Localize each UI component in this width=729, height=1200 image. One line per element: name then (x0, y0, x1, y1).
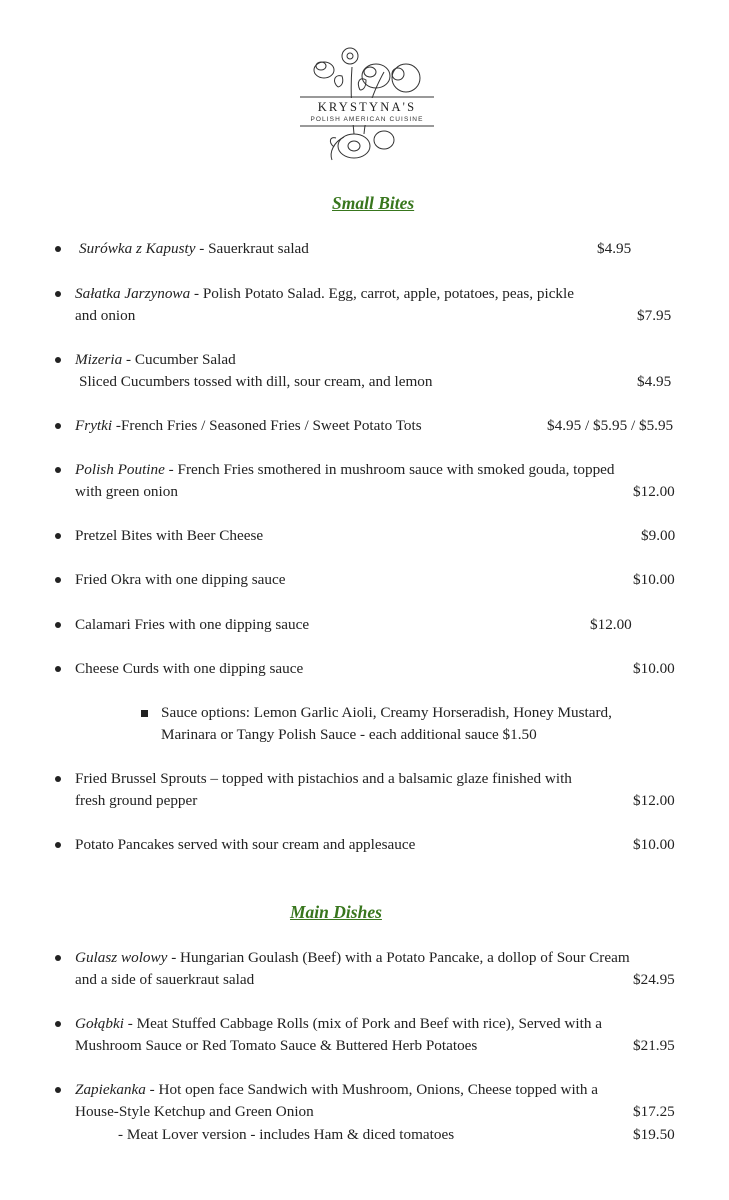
menu-item-price: $4.95 (597, 240, 632, 257)
menu-item-description: and onion (75, 307, 136, 324)
bullet-icon (55, 577, 61, 583)
bullet-icon (55, 291, 61, 297)
menu-item-price: $12.00 (633, 792, 675, 809)
bullet-icon (55, 776, 61, 782)
restaurant-logo (294, 42, 440, 164)
sauce-options-note: Sauce options: Lemon Garlic Aioli, Creamy Horseradish, Honey Mustard, (161, 704, 612, 721)
menu-item-price: $12.00 (633, 483, 675, 500)
menu-item-name: Potato Pancakes served with sour cream and applesauce (75, 836, 416, 853)
section-heading-main-dishes: Main Dishes (290, 902, 382, 922)
menu-item-name: Zapiekanka - Hot open face Sandwich with Mushroom, Onions, Cheese topped with a (75, 1081, 599, 1098)
menu-item-description: Sliced Cucumbers tossed with dill, sour cream, and lemon (79, 373, 433, 390)
bullet-icon (55, 1087, 61, 1093)
menu-item-name: Gołąbki - Meat Stuffed Cabbage Rolls (mix of Pork and Beef with rice), Served with a (75, 1015, 602, 1032)
bullet-icon (55, 842, 61, 848)
menu-item-name: Pretzel Bites with Beer Cheese (75, 527, 264, 544)
menu-item-name: Gulasz wolowy - Hungarian Goulash (Beef) with a Potato Pancake, a dollop of Sour Cream (75, 949, 630, 966)
bullet-icon (55, 666, 61, 672)
bullet-icon (55, 467, 61, 473)
menu-item-price: $4.95 (637, 373, 672, 390)
menu-item-name: Polish Poutine - French Fries smothered in mushroom sauce with smoked gouda, topped (75, 461, 615, 478)
menu-item-name: Cheese Curds with one dipping sauce (75, 660, 304, 677)
menu-item-price: $10.00 (633, 836, 675, 853)
bullet-icon (55, 357, 61, 363)
bullet-icon (55, 622, 61, 628)
menu-item-name: Surówka z Kapusty - Sauerkraut salad (79, 240, 309, 257)
menu-item-description: and a side of sauerkraut salad (75, 971, 255, 988)
bullet-icon (55, 1021, 61, 1027)
menu-item-name: Fried Okra with one dipping sauce (75, 571, 286, 588)
menu-item-price: $19.50 (633, 1126, 675, 1143)
svg-text:POLISH AMERICAN CUISINE: POLISH AMERICAN CUISINE (310, 116, 424, 123)
menu-item-name: Sałatka Jarzynowa - Polish Potato Salad. Egg, carrot, apple, potatoes, peas, pickle (75, 285, 574, 302)
menu-item-price: $24.95 (633, 971, 675, 988)
bullet-icon (55, 423, 61, 429)
sauce-options-note: Marinara or Tangy Polish Sauce - each additional sauce $1.50 (161, 726, 537, 743)
menu-item-description: Mushroom Sauce or Red Tomato Sauce & Buttered Herb Potatoes (75, 1037, 478, 1054)
menu-item-price: $12.00 (590, 616, 632, 633)
menu-item-description: House-Style Ketchup and Green Onion (75, 1103, 314, 1120)
menu-item-price: $21.95 (633, 1037, 675, 1054)
bullet-icon (55, 955, 61, 961)
square-bullet-icon (141, 710, 148, 717)
bullet-icon (55, 533, 61, 539)
menu-item-price: $7.95 (637, 307, 672, 324)
menu-item-price: $10.00 (633, 660, 675, 677)
menu-item-name: Calamari Fries with one dipping sauce (75, 616, 310, 633)
menu-item-price: $10.00 (633, 571, 675, 588)
menu-item-price: $4.95 / $5.95 / $5.95 (547, 417, 674, 434)
section-heading-small-bites: Small Bites (332, 193, 415, 213)
bullet-icon (55, 246, 61, 252)
menu-item-name: Mizeria - Cucumber Salad (75, 351, 236, 368)
menu-item-name: Fried Brussel Sprouts – topped with pistachios and a balsamic glaze finished with (75, 770, 572, 787)
menu-item-price: $9.00 (641, 527, 676, 544)
menu-item-price: $17.25 (633, 1103, 675, 1120)
flower-logo-icon (294, 42, 440, 164)
menu-item-description: fresh ground pepper (75, 792, 198, 809)
menu-item-name: Frytki -French Fries / Seasoned Fries / Sweet Potato Tots (75, 417, 422, 434)
svg-text:KRYSTYNA'S: KRYSTYNA'S (317, 100, 417, 114)
menu-item-description: with green onion (75, 483, 178, 500)
menu-item-variant: - Meat Lover version - includes Ham & diced tomatoes (118, 1126, 455, 1143)
